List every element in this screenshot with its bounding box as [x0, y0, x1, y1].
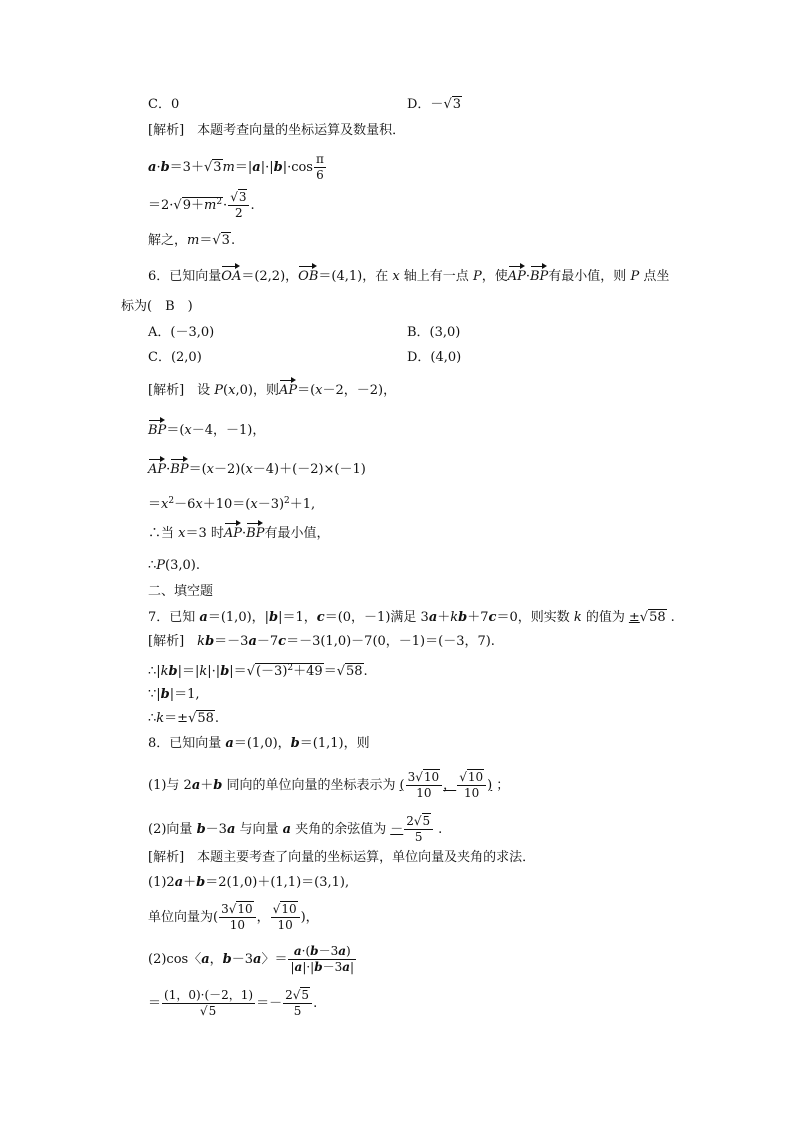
q8-part1-answer: ( $\frac{3√10}{10}$ ， $\frac{√10}{10}$ )	[399, 770, 493, 800]
q8-part2: (2)向量 b－3a 与向量 a 夹角的余弦值为 － $\frac{2√5}{5}$ .	[148, 814, 443, 844]
q8-analysis	[148, 849, 535, 867]
q7-step3: ∵|b|＝1,	[148, 687, 200, 702]
analysis-label: [解析]	[148, 850, 185, 865]
q6-stem-line1: 6．已知向量OA＝(2,2)，OB＝(4,1)，在 x 轴上有一点 P，使AP·BP有最小值，则 P 点坐	[148, 269, 670, 284]
q7-answer: ±√58	[628, 610, 666, 625]
q5-analysis	[148, 122, 405, 140]
q8-step2: 单位向量为( $\frac{3√10}{10}$ ， $\frac{√10}{10}$ )，	[148, 902, 319, 932]
analysis-label: [解析]	[148, 383, 185, 398]
q6-step2: AP·BP＝(x－2)(x－4)＋(－2)×(－1)	[148, 462, 366, 477]
q7-analysis: [解析] kb＝－3a－7c＝－3(1,0)－7(0，－1)＝(－3，7).	[148, 634, 495, 649]
q7-step4: ∴k＝±√58.	[148, 711, 220, 726]
q5-step2: $=2\cdot√9+m^2\cdot$ $\frac{√3}{2}$ .	[148, 190, 255, 220]
q6-stem-line2: 标为( B )	[121, 299, 193, 314]
q6-step5: ∴P(3,0).	[148, 558, 200, 573]
q7-step2: $\therefore|kb|=|k|\cdot|b|=√(-3)^2+49=√58$.	[148, 663, 368, 679]
q6-option-c: C．(2,0)	[148, 350, 202, 365]
q6-step3: $=x^2-6x+10=(x-3)^2+1$,	[148, 496, 316, 512]
q5-option-c: C．0	[148, 97, 180, 112]
q8-part2-answer: － $\frac{2√5}{5}$	[386, 822, 438, 837]
q8-step1: (1)2a＋b＝2(1,0)＋(1,1)＝(3,1),	[148, 875, 350, 890]
q8-part1: (1)与 2a＋b 同向的单位向量的坐标表示为 ( $\frac{3√10}{10}$ ， $\frac{√10}{10}$ ) ；	[148, 770, 510, 800]
analysis-label: [解析]	[148, 123, 185, 138]
q6-step4: ∴当 x＝3 时AP·BP有最小值，	[148, 526, 330, 541]
q5-step3: 解之，m＝√3.	[148, 233, 236, 248]
q8-step4: ＝ $\frac{(1,0)\cdot(-2,1)}{√5}$ ＝－ $\frac{2√5}{5}$ .	[148, 988, 318, 1018]
analysis-text: 本题主要考查了向量的坐标运算，单位向量及夹角的求法．	[197, 850, 536, 865]
q6-analysis: [解析] 设 P(x,0)，则AP＝(x－2，－2)，	[148, 383, 397, 398]
q8-step3: (2)cos〈a，b－3a〉＝ $\frac{a\cdot(b-3a)}{|a|\cdot|b-3a|}$	[148, 944, 355, 974]
q8-stem: 8．已知向量 a＝(1,0)，b＝(1,1)，则	[148, 736, 370, 751]
q7-stem: 7．已知 a＝(1,0)，|b|＝1，c＝(0，－1)满足 3a＋kb＋7c＝0，则实数 k 的值为 ±√58 .	[148, 610, 675, 625]
q5-step1: a·b＝3＋√3m＝|a|·|b|·cos $\frac{\pi}{6}$	[148, 152, 324, 182]
q5-option-d: D．－√3	[407, 97, 462, 112]
q6-step1: BP＝(x－4，－1)，	[148, 423, 266, 438]
q6-option-a: A．(－3,0)	[148, 325, 215, 340]
analysis-label: [解析]	[148, 634, 185, 649]
section-title: 二、填空题	[148, 584, 214, 599]
q6-option-d: D．(4,0)	[407, 350, 462, 365]
q6-option-b: B．(3,0)	[407, 325, 461, 340]
analysis-text: 本题考查向量的坐标运算及数量积．	[197, 123, 406, 138]
